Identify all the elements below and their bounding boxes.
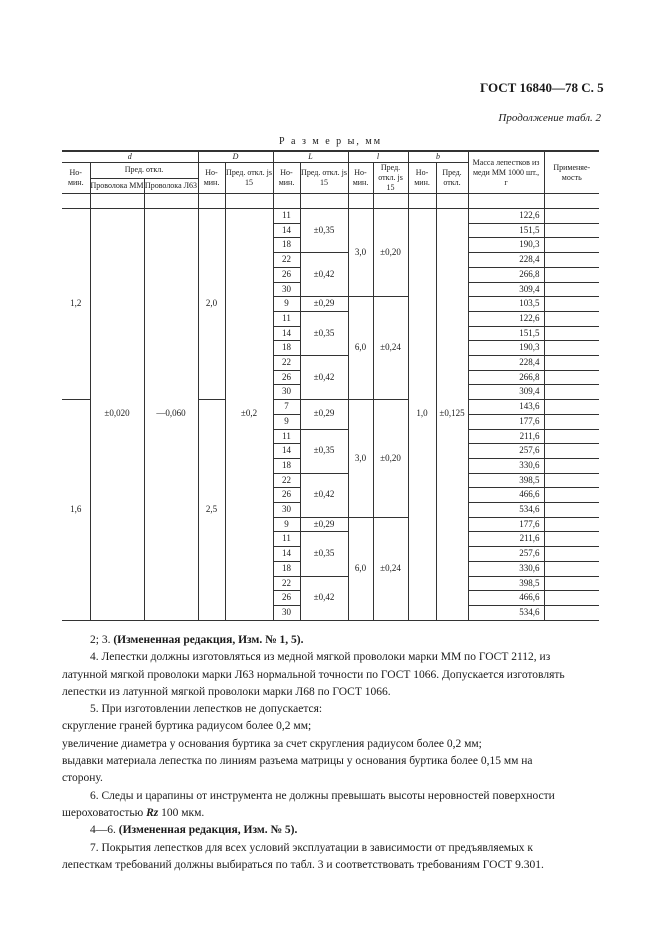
cell-d-nom: 1,6: [62, 400, 90, 621]
cell-mass: 534,6: [468, 605, 544, 620]
cell-applicability: [544, 576, 599, 591]
cell-mass: 309,4: [468, 385, 544, 400]
cell-mass: 398,5: [468, 473, 544, 488]
cell-L-nom: 26: [273, 370, 300, 385]
cell-b-nom: 1,0: [408, 209, 436, 621]
paragraph-4-6: 4—6. (Измененная редакция, Изм. № 5).: [90, 824, 298, 837]
cell-L-tol: ±0,35: [300, 429, 348, 473]
cell-mass: 257,6: [468, 444, 544, 459]
page-header: ГОСТ 16840—78 С. 5: [480, 80, 604, 95]
cell-L-nom: 26: [273, 267, 300, 282]
cell-mass: 177,6: [468, 517, 544, 532]
header-D: D: [198, 151, 273, 163]
cell-mass: 257,6: [468, 547, 544, 562]
cell-applicability: [544, 458, 599, 473]
cell-mass: 177,6: [468, 414, 544, 429]
cell-applicability: [544, 591, 599, 606]
cell-applicability: [544, 503, 599, 518]
paragraph-7: 7. Покрытия лепестков для всех условий эксплуатации в зависимости от предъявляемых к: [90, 841, 534, 854]
cell-mass: 151,5: [468, 326, 544, 341]
cell-applicability: [544, 444, 599, 459]
paragraph-6: 6. Следы и царапины от инструмента не должны превышать высоты неровностей поверхности: [90, 789, 555, 802]
cell-applicability: [544, 400, 599, 415]
cell-L-nom: 14: [273, 444, 300, 459]
cell-l-nom: 3,0: [348, 209, 373, 297]
cell-applicability: [544, 223, 599, 238]
cell-L-tol: ±0,42: [300, 253, 348, 297]
cell-applicability: [544, 385, 599, 400]
cell-applicability: [544, 209, 599, 224]
cell-mass: 228,4: [468, 253, 544, 268]
cell-l-tol: ±0,24: [373, 297, 408, 400]
cell-l-tol: ±0,20: [373, 400, 408, 518]
cell-D-nom: 2,5: [198, 400, 225, 621]
cell-L-nom: 14: [273, 547, 300, 562]
header-applicability: Применяе-мость: [544, 151, 599, 194]
cell-applicability: [544, 282, 599, 297]
header-wire-mm: Проволока ММ: [90, 178, 144, 194]
cell-L-tol: ±0,29: [300, 517, 348, 532]
header-D-nom: Но-мин.: [198, 163, 225, 194]
cell-L-nom: 30: [273, 282, 300, 297]
cell-applicability: [544, 356, 599, 371]
cell-applicability: [544, 326, 599, 341]
cell-applicability: [544, 488, 599, 503]
table-caption: Р а з м е р ы, мм: [278, 136, 383, 147]
cell-d-nom: 1,2: [62, 209, 90, 400]
paragraph-4-cont2: лепестки из латунной мягкой проволоки марки Л68 по ГОСТ 1066.: [62, 685, 391, 698]
header-mass: Масса лепестков из меди ММ 1000 шт., г: [468, 151, 544, 194]
cell-L-nom: 11: [273, 532, 300, 547]
cell-l-tol: ±0,20: [373, 209, 408, 297]
cell-L-nom: 18: [273, 341, 300, 356]
cell-L-nom: 9: [273, 517, 300, 532]
cell-L-nom: 18: [273, 238, 300, 253]
table-row: [62, 209, 599, 224]
cell-d-tol-mm: ±0,020: [90, 209, 144, 621]
cell-L-nom: 22: [273, 356, 300, 371]
cell-applicability: [544, 253, 599, 268]
cell-applicability: [544, 473, 599, 488]
paragraph-5-item2: увеличение диаметра у основания буртика за счет скругления радиусом более 0,2 мм;: [62, 737, 482, 750]
cell-D-tol: ±0,2: [225, 209, 273, 621]
cell-L-nom: 30: [273, 605, 300, 620]
cell-mass: 143,6: [468, 400, 544, 415]
cell-applicability: [544, 341, 599, 356]
body-text: [62, 632, 600, 874]
cell-applicability: [544, 517, 599, 532]
paragraph-5-item3-cont: сторону.: [62, 772, 103, 785]
header-b-pred: Пред. откл.: [436, 163, 468, 194]
cell-mass: 466,6: [468, 591, 544, 606]
cell-applicability: [544, 297, 599, 312]
cell-mass: 190,3: [468, 341, 544, 356]
cell-mass: 103,5: [468, 297, 544, 312]
cell-mass: 330,6: [468, 561, 544, 576]
header-b-nom: Но-мин.: [408, 163, 436, 194]
cell-L-tol: ±0,42: [300, 356, 348, 400]
paragraph-2-3: 2; 3. (Измененная редакция, Изм. № 1, 5).: [90, 634, 304, 646]
cell-mass: 228,4: [468, 356, 544, 371]
cell-L-tol: ±0,29: [300, 297, 348, 312]
header-l-pred: Пред. откл. js 15: [373, 163, 408, 194]
cell-L-nom: 7: [273, 400, 300, 415]
cell-L-nom: 22: [273, 576, 300, 591]
cell-L-nom: 26: [273, 591, 300, 606]
cell-L-tol: ±0,35: [300, 209, 348, 253]
cell-mass: 122,6: [468, 311, 544, 326]
cell-applicability: [544, 561, 599, 576]
cell-L-nom: 18: [273, 458, 300, 473]
cell-mass: 266,8: [468, 267, 544, 282]
cell-applicability: [544, 429, 599, 444]
header-d-nom: Но-мин.: [62, 163, 90, 194]
cell-mass: 330,6: [468, 458, 544, 473]
cell-L-nom: 9: [273, 414, 300, 429]
header-d: d: [62, 151, 198, 163]
cell-L-nom: 14: [273, 223, 300, 238]
cell-L-tol: ±0,42: [300, 576, 348, 620]
header-L-pred: Пред. откл. js 15: [300, 163, 348, 194]
cell-L-nom: 22: [273, 253, 300, 268]
cell-L-nom: 30: [273, 503, 300, 518]
cell-L-nom: 9: [273, 297, 300, 312]
cell-mass: 309,4: [468, 282, 544, 297]
header-b: b: [408, 151, 468, 163]
cell-L-tol: ±0,29: [300, 400, 348, 429]
cell-applicability: [544, 547, 599, 562]
header-L: L: [273, 151, 348, 163]
cell-mass: 190,3: [468, 238, 544, 253]
cell-d-tol-l63: —0,060: [144, 209, 198, 621]
cell-L-tol: ±0,35: [300, 532, 348, 576]
paragraph-4-cont1: латунной мягкой проволоки марки Л63 нормальной точности по ГОСТ 1066. Допускается изготовлять: [62, 668, 565, 681]
cell-L-nom: 14: [273, 326, 300, 341]
paragraph-5-item1: скругление граней буртика радиусом более 0,2 мм;: [62, 720, 312, 733]
cell-L-nom: 11: [273, 209, 300, 224]
cell-applicability: [544, 370, 599, 385]
cell-L-nom: 18: [273, 561, 300, 576]
paragraph-4: 4. Лепестки должны изготовляться из медной мягкой проволоки марки ММ по ГОСТ 2112, из: [90, 651, 551, 664]
cell-applicability: [544, 414, 599, 429]
cell-mass: 398,5: [468, 576, 544, 591]
cell-L-nom: 11: [273, 311, 300, 326]
cell-l-tol: ±0,24: [373, 517, 408, 620]
paragraph-6-cont: шероховатостью Rz 100 мкм.: [62, 806, 205, 819]
header-l: l: [348, 151, 408, 163]
header-d-pred: Пред. откл.: [90, 163, 198, 179]
paragraph-5-item3: выдавки материала лепестка по линиям разъема матрицы у основания буртика более 0,15 мм на: [62, 755, 533, 768]
header-D-pred: Пред. откл. js 15: [225, 163, 273, 194]
cell-mass: 266,8: [468, 370, 544, 385]
cell-L-nom: 26: [273, 488, 300, 503]
cell-applicability: [544, 267, 599, 282]
cell-l-nom: 3,0: [348, 400, 373, 518]
paragraph-7-cont: лепесткам требований должны выбираться по табл. 3 и соответствовать требованиям ГОСТ 9.301.: [62, 858, 544, 871]
table-continuation-label: Продолжение табл. 2: [498, 112, 601, 124]
cell-mass: 151,5: [468, 223, 544, 238]
cell-applicability: [544, 311, 599, 326]
cell-mass: 211,6: [468, 429, 544, 444]
cell-applicability: [544, 238, 599, 253]
cell-l-nom: 6,0: [348, 297, 373, 400]
cell-L-nom: 22: [273, 473, 300, 488]
cell-b-tol: ±0,125: [436, 209, 468, 621]
cell-L-tol: ±0,42: [300, 473, 348, 517]
cell-mass: 122,6: [468, 209, 544, 224]
cell-L-nom: 11: [273, 429, 300, 444]
cell-l-nom: 6,0: [348, 517, 373, 620]
header-wire-l63: Проволока Л63: [144, 178, 198, 194]
cell-L-nom: 30: [273, 385, 300, 400]
cell-L-tol: ±0,35: [300, 311, 348, 355]
cell-mass: 466,6: [468, 488, 544, 503]
header-L-nom: Но-мин.: [273, 163, 300, 194]
cell-mass: 211,6: [468, 532, 544, 547]
cell-applicability: [544, 532, 599, 547]
cell-applicability: [544, 605, 599, 620]
dimensions-table: [62, 150, 599, 621]
paragraph-5: 5. При изготовлении лепестков не допускается:: [90, 703, 323, 716]
cell-mass: 534,6: [468, 503, 544, 518]
cell-D-nom: 2,0: [198, 209, 225, 400]
header-l-nom: Но-мин.: [348, 163, 373, 194]
